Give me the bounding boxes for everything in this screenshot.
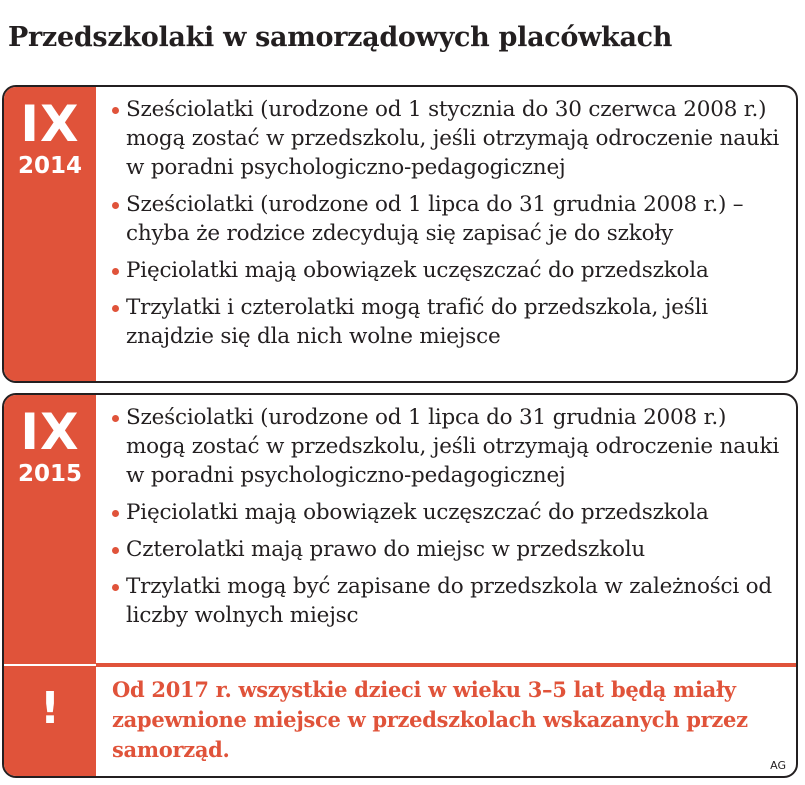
date-label <box>4 87 96 381</box>
month-label: IX <box>20 403 80 461</box>
bullet-icon <box>112 305 119 312</box>
item-text: Pięciolatki mają obowiązek uczęszczać do przedszkola <box>126 258 709 283</box>
credit-label: AG <box>770 759 786 772</box>
list-item <box>112 535 790 564</box>
item-text: Pięciolatki mają obowiązek uczęszczać do przedszkola <box>126 500 709 525</box>
infographic-title: Przedszkolaki w samorządowych placówkach <box>8 22 673 53</box>
list-item <box>112 256 790 285</box>
divider-gap <box>4 664 96 666</box>
list-item <box>112 190 790 248</box>
month-label: IX <box>20 95 80 153</box>
note-text: Od 2017 r. wszystkie dzieci w wieku 3–5 lat będą miały zapewnione miejsce w przedszkolach wskazanych przez samorząd. <box>112 677 748 762</box>
year-label: 2014 <box>17 153 82 179</box>
exclamation-icon: ! <box>39 683 61 734</box>
bullet-icon <box>112 202 119 209</box>
bullet-icon <box>112 415 119 422</box>
bullet-icon <box>112 268 119 275</box>
list-item <box>112 572 790 630</box>
item-text: Czterolatki mają prawo do miejsc w przedszkolu <box>126 537 646 562</box>
item-text: Sześciolatki (urodzone od 1 stycznia do 30 czerwca 2008 r.) mogą zostać w przedszkolu, jeśli otrzymają odroczenie nauki w poradni psychologiczno-pedagogicznej <box>126 97 779 180</box>
list-item <box>112 403 790 490</box>
section-2014 <box>2 85 798 383</box>
section-2015 <box>2 393 798 778</box>
list-item <box>112 95 790 182</box>
list-item <box>112 498 790 527</box>
items-list <box>112 95 790 359</box>
list-item <box>112 293 790 351</box>
divider <box>4 663 796 667</box>
bullet-icon <box>112 107 119 114</box>
bullet-icon <box>112 584 119 591</box>
item-text: Sześciolatki (urodzone od 1 lipca do 31 grudnia 2008 r.) mogą zostać w przedszkolu, jeśli otrzymają odroczenie nauki w poradni psychologiczno-pedagogicznej <box>126 405 779 488</box>
bullet-icon <box>112 547 119 554</box>
bullet-icon <box>112 510 119 517</box>
date-label <box>4 395 96 776</box>
items-list <box>112 403 790 638</box>
item-text: Sześciolatki (urodzone od 1 lipca do 31 grudnia 2008 r.) – chyba że rodzice zdecydują się zapisać je do szkoły <box>126 192 744 246</box>
year-label: 2015 <box>17 461 82 487</box>
item-text: Trzylatki mogą być zapisane do przedszkola w zależności od liczby wolnych miejsc <box>126 574 772 628</box>
item-text: Trzylatki i czterolatki mogą trafić do przedszkola, jeśli znajdzie się dla nich wolne miejsce <box>126 295 708 349</box>
